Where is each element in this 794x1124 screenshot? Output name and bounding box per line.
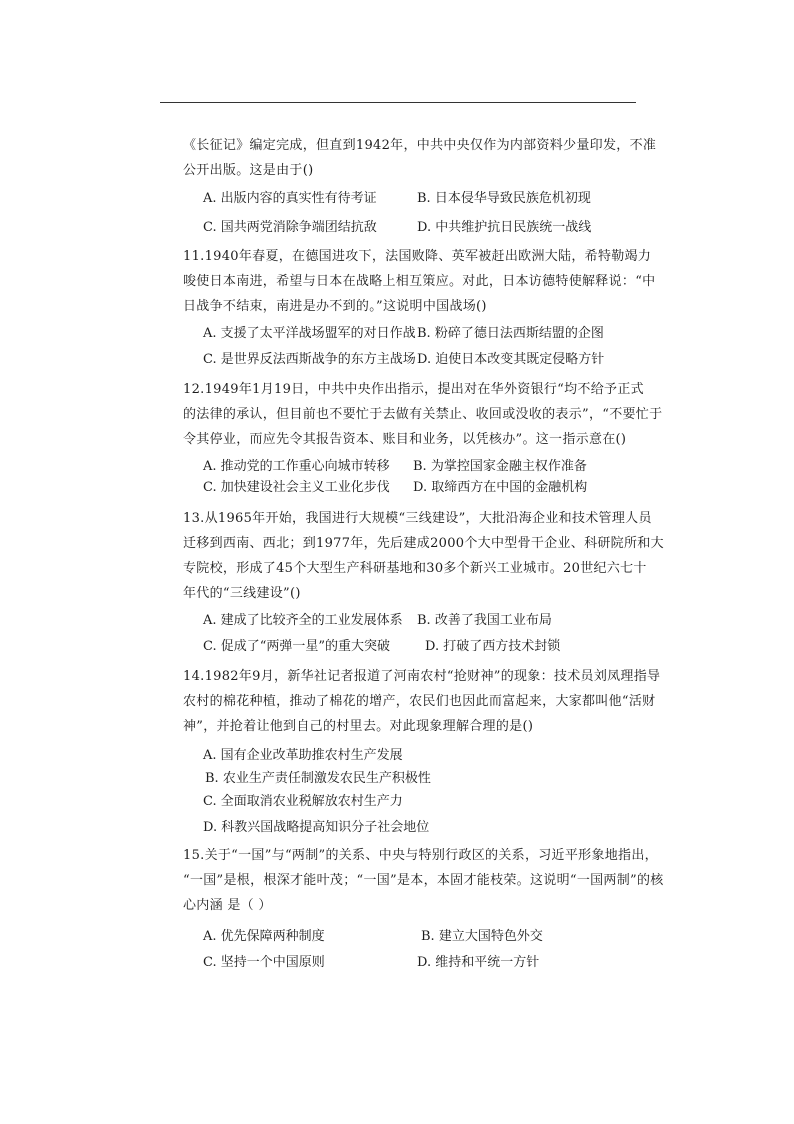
question-15-options-row-1 bbox=[203, 927, 613, 947]
question-10-options-row-2 bbox=[203, 218, 613, 238]
question-11-option-c[interactable]: C. 是世界反法西斯战争的东方主战场 bbox=[203, 352, 416, 367]
question-15-line-2: “一国”是根，根深才能叶茂；“一国”是本，本固才能枝荣。这说明“一国两制”的核 bbox=[183, 873, 664, 888]
question-10-line-1: 《长征记》编定完成，但直到1942年，中共中央仅作为内部资料少量印发，不准 bbox=[183, 138, 657, 153]
question-12-stem bbox=[183, 377, 663, 452]
question-15-option-a[interactable]: A. 优先保障两种制度 bbox=[203, 929, 325, 944]
question-11-options-row-1 bbox=[203, 324, 613, 344]
question-11-option-a[interactable]: A. 支援了太平洋战场盟军的对日作战 bbox=[203, 326, 416, 341]
question-10-options-row-1 bbox=[203, 189, 613, 209]
question-15-option-c[interactable]: C. 坚持一个中国原则 bbox=[203, 955, 325, 970]
question-13-option-a[interactable]: A. 建成了比较齐全的工业发展体系 bbox=[203, 613, 403, 628]
question-13-option-d[interactable]: D. 打破了西方技术封锁 bbox=[425, 639, 561, 654]
question-13-line-1: 13.从1965年开始，我国进行大规模“三线建设”，大批沿海企业和技术管理人员 bbox=[183, 511, 652, 526]
question-14-option-b[interactable]: B. 农业生产责任制激发农民生产积极性 bbox=[205, 771, 431, 786]
question-15-options-row-2 bbox=[203, 953, 613, 973]
question-12-line-3: 令其停业，而应先令其报告资本、账目和业务，以凭核办”。这一指示意在() bbox=[183, 432, 627, 447]
question-10-line-2: 公开出版。这是由于() bbox=[183, 163, 314, 178]
question-11-line-1: 11.1940年春夏，在德国进攻下，法国败降、英军被赶出欧洲大陆，希特勒竭力 bbox=[183, 249, 652, 264]
question-11-option-d[interactable]: D. 迫使日本改变其既定侵略方针 bbox=[417, 352, 605, 367]
question-11-stem bbox=[183, 244, 656, 319]
question-14-line-2: 农村的棉花种植，推动了棉花的增产，农民们也因此而富起来，大家都叫他“活财 bbox=[183, 694, 656, 709]
question-13-stem bbox=[183, 506, 664, 606]
question-12-option-d[interactable]: D. 取缔西方在中国的金融机构 bbox=[413, 480, 588, 495]
question-13-options-row-2 bbox=[203, 637, 613, 657]
question-15-option-d[interactable]: D. 维持和平统一方针 bbox=[417, 955, 540, 970]
question-13-options-row-1 bbox=[203, 611, 613, 631]
question-13-option-c[interactable]: C. 促成了“两弹一星”的重大突破 bbox=[203, 639, 391, 654]
question-12-options-row-1 bbox=[203, 457, 613, 477]
question-13-line-3: 专院校，形成了45个大型生产科研基地和30多个新兴工业城市。20世纪六七十 bbox=[183, 561, 647, 576]
question-14-option-c[interactable]: C. 全面取消农业税解放农村生产力 bbox=[203, 794, 403, 809]
question-14-option-a[interactable]: A. 国有企业改革助推农村生产发展 bbox=[203, 748, 403, 763]
question-15-option-b[interactable]: B. 建立大国特色外交 bbox=[421, 929, 543, 944]
question-14-option-d[interactable]: D. 科教兴国战略提高知识分子社会地位 bbox=[203, 820, 430, 835]
header-rule bbox=[160, 102, 636, 103]
question-13-line-2: 迁移到西南、西北；到1977年，先后建成2000个大中型骨干企业、科研院所和大 bbox=[183, 536, 664, 551]
question-13-option-b[interactable]: B. 改善了我国工业布局 bbox=[417, 613, 552, 628]
question-12-option-a[interactable]: A. 推动党的工作重心向城市转移 bbox=[203, 459, 390, 474]
question-14-line-1: 14.1982年9月，新华社记者报道了河南农村“抢财神”的现象：技术员刘凤理指导 bbox=[183, 669, 661, 684]
question-11-option-b[interactable]: B. 粉碎了德日法西斯结盟的企图 bbox=[417, 326, 604, 341]
question-12-line-1: 12.1949年1月19日，中共中央作出指示，提出对在华外资银行“均不给予正式 bbox=[183, 382, 644, 397]
question-13-line-4: 年代的“三线建设”() bbox=[183, 586, 301, 601]
question-12-option-b[interactable]: B. 为掌控国家金融主权作准备 bbox=[413, 459, 587, 474]
question-12-options-row-2 bbox=[203, 478, 613, 498]
question-10-option-a[interactable]: A. 出版内容的真实性有待考证 bbox=[203, 191, 377, 206]
question-12-option-c[interactable]: C. 加快建设社会主义工业化步伐 bbox=[203, 480, 390, 495]
question-15-stem bbox=[183, 843, 664, 918]
question-15-line-1: 15.关于“一国”与“两制”的关系、中央与特别行政区的关系，习近平形象地指出， bbox=[183, 848, 658, 863]
question-15-line-3: 心内涵 是（ ） bbox=[183, 898, 272, 913]
question-10-option-d[interactable]: D. 中共维护抗日民族统一战线 bbox=[417, 220, 592, 235]
question-12-line-2: 的法律的承认，但目前也不要忙于去做有关禁止、收回或没收的表示”，“不要忙于 bbox=[183, 407, 663, 422]
question-14-stem bbox=[183, 664, 661, 739]
question-10-option-c[interactable]: C. 国共两党消除争端团结抗敌 bbox=[203, 220, 377, 235]
question-11-line-3: 日战争不结束，南进是办不到的。”这说明中国战场() bbox=[183, 299, 487, 314]
question-10-option-b[interactable]: B. 日本侵华导致民族危机初现 bbox=[417, 191, 591, 206]
question-10-stem bbox=[183, 133, 657, 183]
question-11-line-2: 唆使日本南进，希望与日本在战略上相互策应。对此，日本访德特使解释说：“中 bbox=[183, 274, 656, 289]
question-11-options-row-2 bbox=[203, 350, 613, 370]
question-14-line-3: 神”，并抢着让他到自己的村里去。对此现象理解合理的是() bbox=[183, 719, 534, 734]
